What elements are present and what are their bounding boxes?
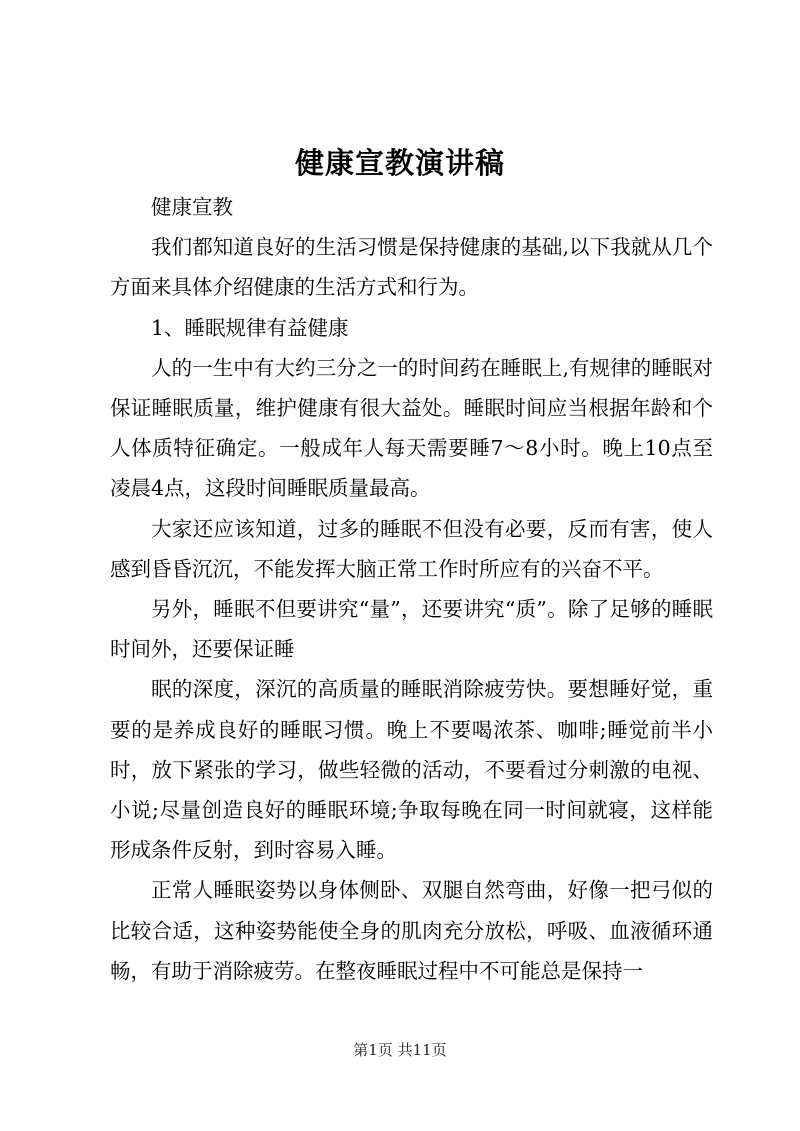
- paragraph-oversleep: 大家还应该知道，过多的睡眠不但没有必要，反而有害，使人感到昏昏沉沉，不能发挥大脑正常工作时所应有的兴奋不平。: [110, 516, 713, 581]
- paragraph-posture: 正常人睡眠姿势以身体侧卧、双腿自然弯曲，好像一把弓似的比较合适，这种姿势能使全身的肌肉充分放松，呼吸、血液循环通畅，有助于消除疲劳。在整夜睡眠过程中不可能总是保持一: [110, 878, 713, 983]
- paragraph-quality: 另外，睡眠不但要讲究“量”，还要讲究“质”。除了足够的睡眠时间外，还要保证睡: [110, 597, 713, 662]
- paragraph-heading: 健康宣教: [151, 195, 233, 219]
- paragraph-intro: 我们都知道良好的生活习惯是保持健康的基础,以下我就从几个方面来具体介绍健康的生活方式和行为。: [110, 235, 713, 300]
- document-body: [110, 187, 713, 991]
- page-footer: 第1页 共11页: [353, 1041, 447, 1059]
- page-title: 健康宣教演讲稿: [294, 146, 505, 180]
- paragraph-depth: 眠的深度，深沉的高质量的睡眠消除疲劳快。要想睡好觉，重要的是养成良好的睡眠习惯。晚上不要喝浓茶、咖啡;睡觉前半小时，放下紧张的学习，做些轻微的活动，不要看过分刺激的电视、小说;尽量创造良好的睡眠环境;争取每晚在同一时间就寝，这样能形成条件反射，到时容易入睡。: [110, 677, 713, 863]
- paragraph-sleep-regular: 人的一生中有大约三分之一的时间药在睡眠上,有规律的睡眠对保证睡眠质量，维护健康有很大益处。睡眠时间应当根据年龄和个人体质特征确定。一般成年人每天需要睡7～8小时。晚上10点至凌晨4点，这段时间睡眠质量最高。: [110, 355, 713, 501]
- section-heading-sleep: 1、睡眠规律有益健康: [151, 315, 349, 340]
